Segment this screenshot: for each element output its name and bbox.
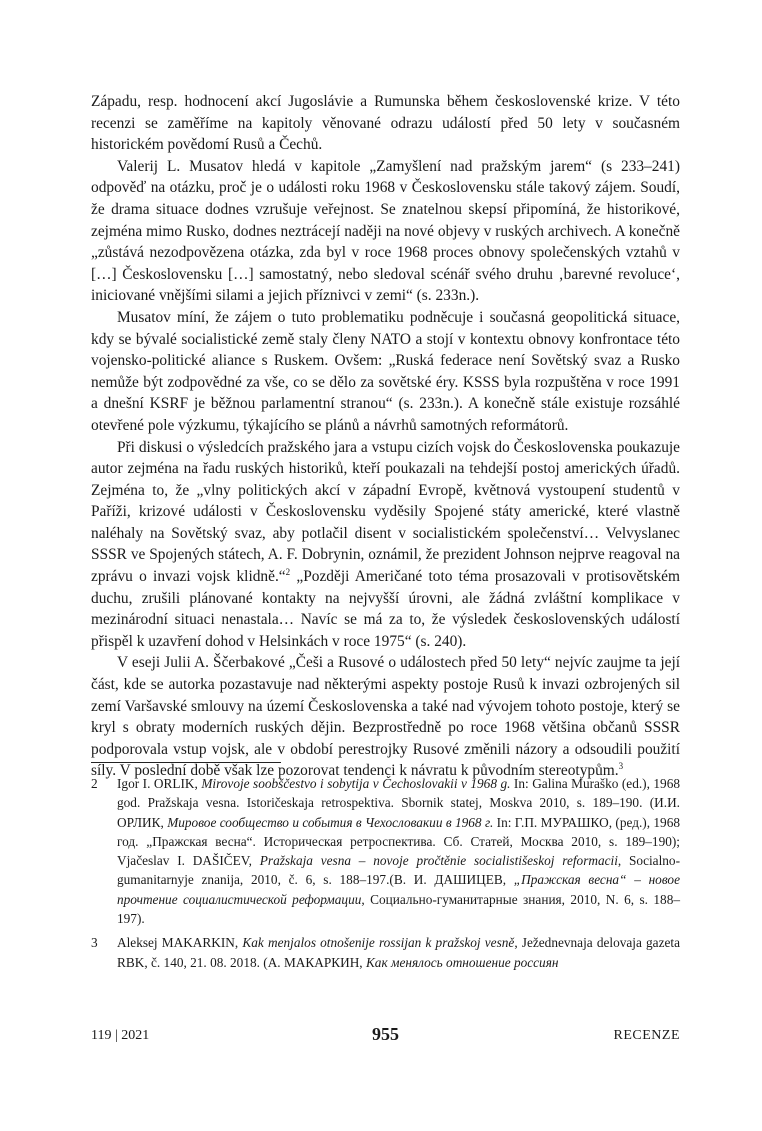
- footnote-segment: Igor I. ORLIK,: [117, 776, 202, 791]
- footnotes: [91, 774, 680, 977]
- paragraph-text: V eseji Julii A. Ščerbakové „Češi a Rusové o událostech před 50 lety“ nejvíc zaujme ta její část, kde se autorka pozastavuje nad některými aspekty postoje Rusů k invazi ozbrojených sil zemí Varšavské smlouvy na území Československa a také nad vývojem tohoto postoje, který se kryl s obraty moderních ruských dějin. Bezprostředně po roce 1968 většina občanů SSSR podporovala vstup vojsk, ale v období perestrojky Rusové změnili názory a odsoudili použití síly. V poslední době však lze pozorovat tendenci k návratu k původním stereotypům.: [91, 654, 680, 780]
- footnote: [91, 933, 680, 972]
- footnote-title: Kak menjalos otnošenije rossijan k pražskoj vesně: [242, 935, 515, 951]
- footnote: [91, 774, 680, 928]
- paragraph: Západu, resp. hodnocení akcí Jugoslávie a Rumunska během československé krize. V této recenzi se zaměříme na kapitoly věnované odrazu událostí před 50 lety v současném historickém povědomí Rusů a Čechů.: [91, 93, 680, 154]
- footnote-ref[interactable]: 2: [285, 567, 291, 578]
- footnote-segment: , Socialno-gumanitarnyje znanija, 2010, č. 6, s. 188–197.(В. И. ДАШИЦЕВ,: [117, 853, 680, 888]
- paragraph: [91, 437, 680, 653]
- footnote-segment: In: Г.П. МУРАШКО, (ред.), 1968 год. „Пражская весна“. Историческая ретроспектива. Сб. Статей, Москва 2010, s. 189–190); Vjačeslav I. DAŠIČEV,: [117, 814, 681, 869]
- paragraph: Musatov míní, že zájem o tuto problematiku podněcuje i současná geopolitická situace, kdy se bývalé socialistické země staly členy NATO a stojí v kontextu obnovy konfrontace této vojensko-politické aliance s Ruskem. Ovšem: „Ruská federace není Sovětský svaz a Rusko nemůže být zodpovědné za vše, co se dělo za sovětské éry. KSSS byla rozpuštěna v roce 1991 a dnešní KSRF je běžnou parlamentní stranou“ (s. 233n.). A konečně stále existuje rozsáhlé otevřené pole výzkumu, týkajícího se plánů a návrhů samotných reformátorů.: [91, 308, 680, 434]
- footnote-title: Mirovoje soobščestvo i sobytija v Čechoslovakii v 1968 g.: [201, 776, 511, 791]
- footnote-number: 2: [91, 776, 98, 791]
- footnote-segment: In: Galina Muraško (ed.), 1968 god. Pražskaja vesna. Istoričeskaja retrospektiva. Sbornik statej, Moskva 2010, s. 189–190. (И.И. ОРЛИК,: [117, 776, 681, 830]
- footnote-title: Как менялось отношение россиян: [365, 954, 559, 970]
- footnote-segment: , Социально-гуманитарные знания, 2010, N. 6, s. 188–197).: [117, 891, 680, 927]
- footnote-title: „Пражская весна“ – новое прочтение социалистической реформации: [117, 872, 680, 907]
- footnote-text: [117, 774, 680, 928]
- footnote-title: Pražskaja vesna – novoje pročtěnie socialistišeskoj reformacii: [259, 853, 618, 869]
- footnote-segment: Aleksej MAKARKIN,: [117, 935, 243, 951]
- footnote-segment: , Ježednevnaja delovaja gazeta RBK, č. 140, 21. 08. 2018. (А. МАКАРКИН,: [117, 935, 680, 970]
- footnote-title: Мировое сообщество и события в Чехословакии в 1968 г.: [167, 814, 494, 830]
- footnote-ref[interactable]: 3: [618, 761, 624, 772]
- paragraph-text: Při diskusi o výsledcích pražského jara a vstupu cizích vojsk do Československa poukazuje autor zejména na řadu ruských historiků, kteří poukazali na tehdejší postoj amerických úřadů. Zejména to, že „vlny politických akcí v západní Evropě, květnová vystoupení studentů v Paříži, krizové události v Československu vyděsily Spojené státy americké, které vlastně naléhaly na Sovětský svaz, aby potlačil disent v socialistickém společenství… Velvyslanec SSSR ve Spojených státech, A. F. Dobrynin, oznámil, že prezident Johnson nejprve reagoval na zprávu o invazi vojsk klidně.“: [91, 438, 680, 586]
- page-number: 955: [372, 1024, 399, 1044]
- paragraph: Valerij L. Musatov hledá v kapitole „Zamyšlení nad pražským jarem“ (s 233–241) odpověď na otázku, proč je o události roku 1968 v Československu stále takový zájem. Soudí, že drama situace dodnes vzrušuje veřejnost. Se znatelnou skepsí připomíná, že historikové, zejména mimo Rusko, dodnes neztrácejí naději na nové objevy v ruských archivech. A konečně „zůstává nezodpovězena otázka, zda byl v roce 1968 proces obnovy společenských vztahů v […] Československu […] samostatný, nebo sledoval scénář svého druhu ‚barevné revoluce‘, iniciované vnějšími silami a jejich příznivci v zemi“ (s. 233n.).: [91, 157, 680, 305]
- page-footer: [91, 1022, 680, 1050]
- footnote-text: [117, 933, 680, 972]
- body-text: [91, 91, 680, 782]
- section-label: RECENZE: [613, 1028, 680, 1043]
- footnote-divider: [91, 762, 281, 763]
- footnote-number: 3: [91, 935, 98, 951]
- paragraph-text: „Později Američané toto téma prosazovali v protisovětském duchu, zrušili plánované kontakty na nejvyšší úrovni, ale žádná zvláštní komplikace v mezinárodní situaci nenastala… Navíc se má za to, že výsledek československých událostí přispěl k uzavření dohod v Helsinkách v roce 1975“ (s. 240).: [91, 568, 680, 650]
- issue-label: 119 | 2021: [91, 1028, 150, 1043]
